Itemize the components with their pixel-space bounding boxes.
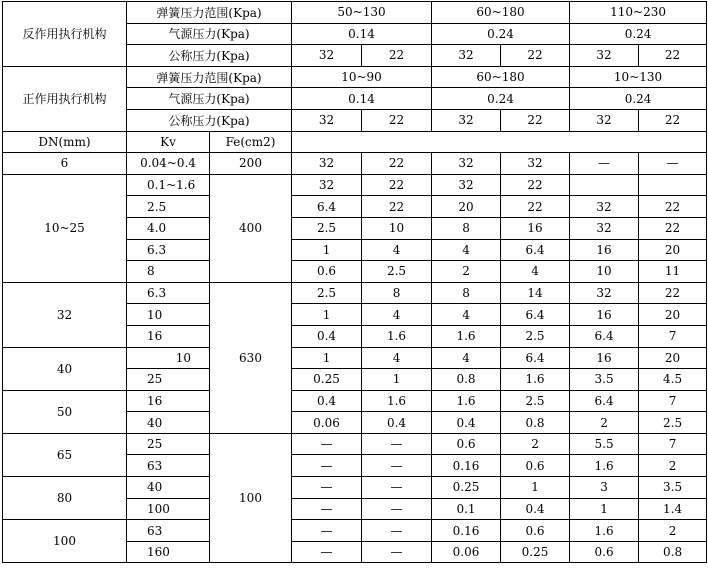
nominal-pressure-value: 32: [292, 109, 362, 131]
nominal-pressure-value: 32: [292, 45, 362, 67]
value-cell: 4: [501, 261, 570, 283]
value-cell: 2.5: [639, 412, 707, 434]
value-cell: 1.6: [570, 520, 639, 542]
value-cell: 1.4: [639, 498, 707, 520]
spring-range-value: 60~180: [432, 2, 570, 24]
supply-pressure-label: 气源压力(Kpa): [127, 23, 292, 45]
value-cell: 1: [570, 498, 639, 520]
value-cell: 20: [432, 196, 501, 218]
value-cell: 4: [432, 347, 501, 369]
value-cell: 2: [639, 455, 707, 477]
value-cell: 0.4: [292, 325, 362, 347]
kv-cell: 25: [127, 433, 210, 455]
value-cell: [570, 174, 639, 196]
kv-cell: 6.3: [127, 239, 210, 261]
kv-cell: 100: [127, 498, 210, 520]
spring-range-label: 弹簧压力范围(Kpa): [127, 2, 292, 24]
table-row: [3, 347, 707, 369]
value-cell: 22: [362, 174, 432, 196]
table-row: [3, 520, 707, 542]
value-cell: 0.4: [292, 390, 362, 412]
kv-cell: 0.1~1.6: [127, 174, 210, 196]
value-cell: 1: [501, 477, 570, 499]
value-cell: 7: [639, 433, 707, 455]
value-cell: 22: [362, 153, 432, 175]
value-cell: 1.6: [432, 390, 501, 412]
value-cell: 0.25: [292, 369, 362, 391]
fe-header: Fe(cm2): [210, 131, 292, 153]
value-cell: 11: [639, 261, 707, 283]
kv-cell: 40: [127, 477, 210, 499]
value-cell: 2: [570, 412, 639, 434]
supply-pressure-value: 0.24: [432, 88, 570, 110]
kv-cell: 16: [127, 390, 210, 412]
kv-cell: 40: [127, 412, 210, 434]
value-cell: 16: [570, 304, 639, 326]
kv-cell: 25: [127, 369, 210, 391]
value-cell: 0.25: [432, 477, 501, 499]
value-cell: 2.5: [292, 217, 362, 239]
value-cell: 1: [292, 347, 362, 369]
supply-pressure-value: 0.14: [292, 23, 432, 45]
value-cell: 22: [501, 174, 570, 196]
nominal-pressure-value: 22: [639, 109, 707, 131]
value-cell: 1.6: [362, 390, 432, 412]
kv-cell: 63: [127, 455, 210, 477]
value-cell: —: [292, 477, 362, 499]
table-row: [3, 390, 707, 412]
dn-header: DN(mm): [3, 131, 127, 153]
value-cell: 1: [292, 304, 362, 326]
value-cell: 0.6: [292, 261, 362, 283]
value-cell: 7: [639, 390, 707, 412]
kv-cell: 4.0: [127, 217, 210, 239]
value-cell: 0.06: [292, 412, 362, 434]
spring-range-value: 60~180: [432, 66, 570, 88]
fe-cell: 630: [210, 282, 292, 433]
value-cell: —: [362, 498, 432, 520]
value-cell: 0.8: [501, 412, 570, 434]
value-cell: 0.4: [432, 412, 501, 434]
value-cell: 3.5: [639, 477, 707, 499]
value-cell: 0.16: [432, 520, 501, 542]
kv-cell: 10: [127, 347, 210, 369]
spring-range-value: 110~230: [570, 2, 707, 24]
value-cell: 22: [362, 196, 432, 218]
value-cell: 6.4: [292, 196, 362, 218]
fe-cell: 100: [210, 433, 292, 563]
value-cell: 6.4: [501, 239, 570, 261]
value-cell: 2: [639, 520, 707, 542]
value-cell: —: [292, 520, 362, 542]
value-cell: 22: [639, 282, 707, 304]
nominal-pressure-label: 公称压力(Kpa): [127, 45, 292, 67]
dn-cell: 50: [3, 390, 127, 433]
value-cell: 5.5: [570, 433, 639, 455]
nominal-pressure-value: 22: [639, 45, 707, 67]
value-cell: 16: [570, 239, 639, 261]
value-cell: 16: [501, 217, 570, 239]
spring-range-value: 10~130: [570, 66, 707, 88]
value-cell: 2: [501, 433, 570, 455]
nominal-pressure-value: 32: [570, 45, 639, 67]
value-cell: 20: [639, 304, 707, 326]
value-cell: 32: [570, 282, 639, 304]
value-cell: 32: [432, 174, 501, 196]
value-cell: 20: [639, 347, 707, 369]
table-row: [3, 174, 707, 196]
value-cell: 0.06: [432, 541, 501, 563]
value-cell: —: [362, 541, 432, 563]
value-cell: 16: [570, 347, 639, 369]
supply-pressure-value: 0.24: [570, 23, 707, 45]
value-cell: 0.6: [432, 433, 501, 455]
value-cell: 2.5: [501, 325, 570, 347]
value-cell: 20: [639, 239, 707, 261]
value-cell: 14: [501, 282, 570, 304]
value-cell: 10: [362, 217, 432, 239]
value-cell: 0.6: [570, 541, 639, 563]
valve-spec-table: [2, 1, 707, 563]
value-cell: —: [639, 153, 707, 175]
value-cell: 32: [570, 217, 639, 239]
value-cell: 4: [362, 347, 432, 369]
kv-cell: 63: [127, 520, 210, 542]
value-cell: 0.8: [432, 369, 501, 391]
fe-cell: 200: [210, 153, 292, 175]
kv-cell: 16: [127, 325, 210, 347]
reverse-actuator-title: 反作用执行机构: [3, 2, 127, 67]
value-cell: 6.4: [501, 347, 570, 369]
value-cell: 32: [570, 196, 639, 218]
direct-actuator-title: 正作用执行机构: [3, 66, 127, 131]
value-cell: —: [292, 455, 362, 477]
dn-cell: 32: [3, 282, 127, 347]
value-cell: 0.8: [639, 541, 707, 563]
value-cell: 0.6: [501, 455, 570, 477]
dn-cell: 65: [3, 433, 127, 476]
nominal-pressure-value: 32: [432, 109, 501, 131]
value-cell: 1: [292, 239, 362, 261]
value-cell: 4: [362, 304, 432, 326]
value-cell: [639, 174, 707, 196]
value-cell: 1: [362, 369, 432, 391]
value-cell: 8: [432, 217, 501, 239]
value-cell: 1.6: [432, 325, 501, 347]
value-cell: 7: [639, 325, 707, 347]
value-cell: 2.5: [501, 390, 570, 412]
value-cell: 22: [639, 196, 707, 218]
value-cell: —: [292, 433, 362, 455]
value-cell: 1.6: [362, 325, 432, 347]
value-cell: 0.4: [362, 412, 432, 434]
table-row: [3, 2, 707, 24]
value-cell: 0.4: [501, 498, 570, 520]
nominal-pressure-value: 32: [570, 109, 639, 131]
value-cell: 6.4: [570, 325, 639, 347]
kv-cell: 8: [127, 261, 210, 283]
value-cell: —: [570, 153, 639, 175]
value-cell: 3.5: [570, 369, 639, 391]
value-cell: —: [362, 455, 432, 477]
supply-pressure-label: 气源压力(Kpa): [127, 88, 292, 110]
value-cell: 6.4: [570, 390, 639, 412]
value-cell: 1.6: [501, 369, 570, 391]
value-cell: 0.6: [501, 520, 570, 542]
dn-cell: 6: [3, 153, 127, 175]
value-cell: 1.6: [570, 455, 639, 477]
value-cell: 32: [432, 153, 501, 175]
supply-pressure-value: 0.24: [432, 23, 570, 45]
kv-cell: 160: [127, 541, 210, 563]
value-cell: 8: [432, 282, 501, 304]
value-cell: 0.1: [432, 498, 501, 520]
nominal-pressure-value: 22: [362, 109, 432, 131]
value-cell: 4: [432, 304, 501, 326]
dn-cell: 100: [3, 520, 127, 563]
table-row: [3, 153, 707, 175]
kv-cell: 6.3: [127, 282, 210, 304]
value-cell: 4: [432, 239, 501, 261]
kv-cell: 10: [127, 304, 210, 326]
value-cell: 6.4: [501, 304, 570, 326]
value-cell: 10: [570, 261, 639, 283]
table-row: [3, 282, 707, 304]
kv-header: Kv: [127, 131, 210, 153]
value-cell: 32: [292, 153, 362, 175]
value-cell: 2.5: [292, 282, 362, 304]
spring-range-value: 10~90: [292, 66, 432, 88]
blank-header-cell: [292, 131, 707, 153]
value-cell: 32: [501, 153, 570, 175]
nominal-pressure-label: 公称压力(Kpa): [127, 109, 292, 131]
dn-cell: 40: [3, 347, 127, 390]
value-cell: 2: [432, 261, 501, 283]
value-cell: 0.16: [432, 455, 501, 477]
value-cell: 4.5: [639, 369, 707, 391]
dn-cell: 80: [3, 477, 127, 520]
spring-range-value: 50~130: [292, 2, 432, 24]
table-row: [3, 477, 707, 499]
value-cell: —: [362, 477, 432, 499]
value-cell: 8: [362, 282, 432, 304]
nominal-pressure-value: 22: [362, 45, 432, 67]
header-row: [3, 131, 707, 153]
value-cell: —: [362, 520, 432, 542]
value-cell: 32: [292, 174, 362, 196]
kv-cell: 2.5: [127, 196, 210, 218]
dn-cell: 10~25: [3, 174, 127, 282]
value-cell: 3: [570, 477, 639, 499]
table-row: [3, 433, 707, 455]
table-row: [3, 66, 707, 88]
value-cell: 0.25: [501, 541, 570, 563]
supply-pressure-value: 0.14: [292, 88, 432, 110]
value-cell: 22: [501, 196, 570, 218]
nominal-pressure-value: 22: [501, 45, 570, 67]
value-cell: 4: [362, 239, 432, 261]
nominal-pressure-value: 32: [432, 45, 501, 67]
kv-cell: 0.04~0.4: [127, 153, 210, 175]
fe-cell: 400: [210, 174, 292, 282]
value-cell: —: [292, 498, 362, 520]
value-cell: 2.5: [362, 261, 432, 283]
nominal-pressure-value: 22: [501, 109, 570, 131]
spring-range-label: 弹簧压力范围(Kpa): [127, 66, 292, 88]
value-cell: —: [292, 541, 362, 563]
value-cell: 22: [639, 217, 707, 239]
supply-pressure-value: 0.24: [570, 88, 707, 110]
value-cell: —: [362, 433, 432, 455]
